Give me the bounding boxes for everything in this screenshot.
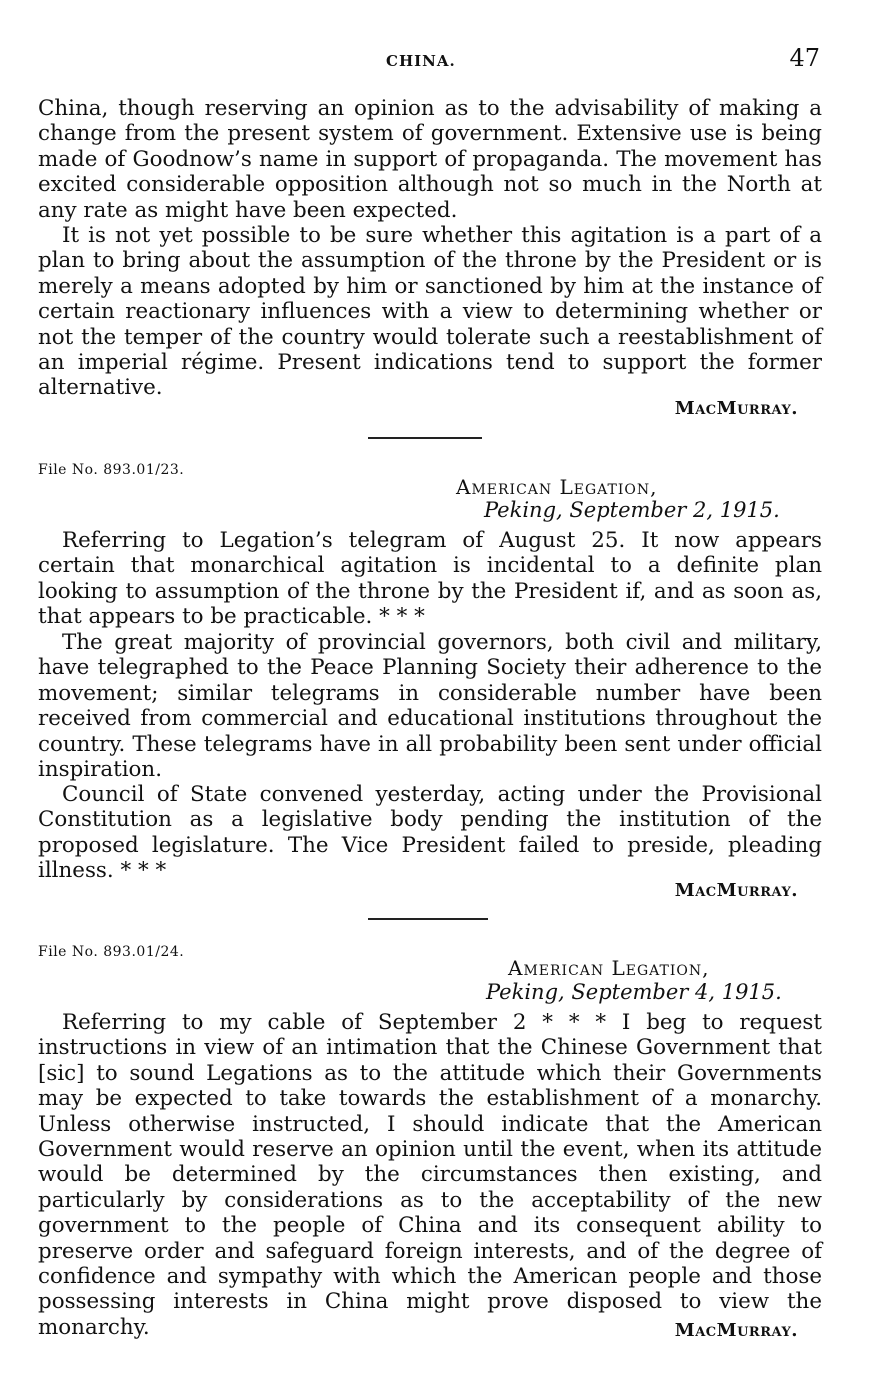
section-divider <box>368 437 482 439</box>
section2-paragraph-2: The great majority of provincial governors, both civil and military, have telegraphed to the Peace Planning Society their adherence to the movement; similar telegrams in considerable number have been received from commercial and educational institutions throughout the country. These telegrams have in all probability been sent under official inspiration. <box>38 630 822 783</box>
section3-legation: American Legation, <box>508 956 710 980</box>
section2-paragraph-1: Referring to Legation’s telegram of August 25. It now appears certain that monarchical agitation is incidental to a definite plan looking to assumption of the throne by the President if, and as soon as, that appears to be practicable. * * * <box>38 528 822 630</box>
section-divider <box>368 918 488 920</box>
page-header <box>0 44 886 74</box>
section3-dateline: Peking, September 4, 1915. <box>486 980 782 1004</box>
running-head: CHINA. <box>386 52 456 70</box>
section1-signature: MacMurray. <box>674 398 798 419</box>
section1-paragraph-2: It is not yet possible to be sure whether this agitation is a part of a plan to bring about the assumption of the throne by the President or is merely a means adopted by him or sanctioned by him at the instance of certain reactionary influences with a view to determining whether or not the temper of the country would tolerate such a reestablishment of an imperial régime. Present indications tend to support the former alternative. <box>38 223 822 401</box>
section3-paragraph-1: Referring to my cable of September 2 * * * I beg to request instructions in view of an intimation that the Chinese Government that [sic] to sound Legations as to the attitude which their Governments may be expected to take towards the establishment of a monarchy. Unless otherwise instructed, I should indicate that the American Government would reserve an opinion until the event, when its attitude would be determined by the circumstances then existing, and particularly by considerations as to the acceptability of the new government to the people of China and its consequent ability to preserve order and safeguard foreign interests, and of the degree of confidence and sympathy with which the American people and those possessing interests in China might prove disposed to view the monarchy. <box>38 1010 822 1340</box>
section2-legation: American Legation, <box>456 475 658 499</box>
section3-signature: MacMurray. <box>674 1320 798 1341</box>
page-number: 47 <box>789 44 820 72</box>
section2-file-number: File No. 893.01/23. <box>38 462 185 478</box>
section2-signature: MacMurray. <box>674 880 798 901</box>
section2-dateline: Peking, September 2, 1915. <box>484 498 780 522</box>
section2-paragraph-3: Council of State convened yesterday, acting under the Provisional Constitution as a legislative body pending the institution of the proposed legislature. The Vice President failed to preside, pleading illness. * * * <box>38 782 822 884</box>
section1-paragraph-1: China, though reserving an opinion as to the advisability of making a change from the present system of government. Extensive use is being made of Goodnow’s name in support of propaganda. The movement has excited considerable opposition although not so much in the North at any rate as might have been expected. <box>38 96 822 223</box>
section3-file-number: File No. 893.01/24. <box>38 944 185 960</box>
